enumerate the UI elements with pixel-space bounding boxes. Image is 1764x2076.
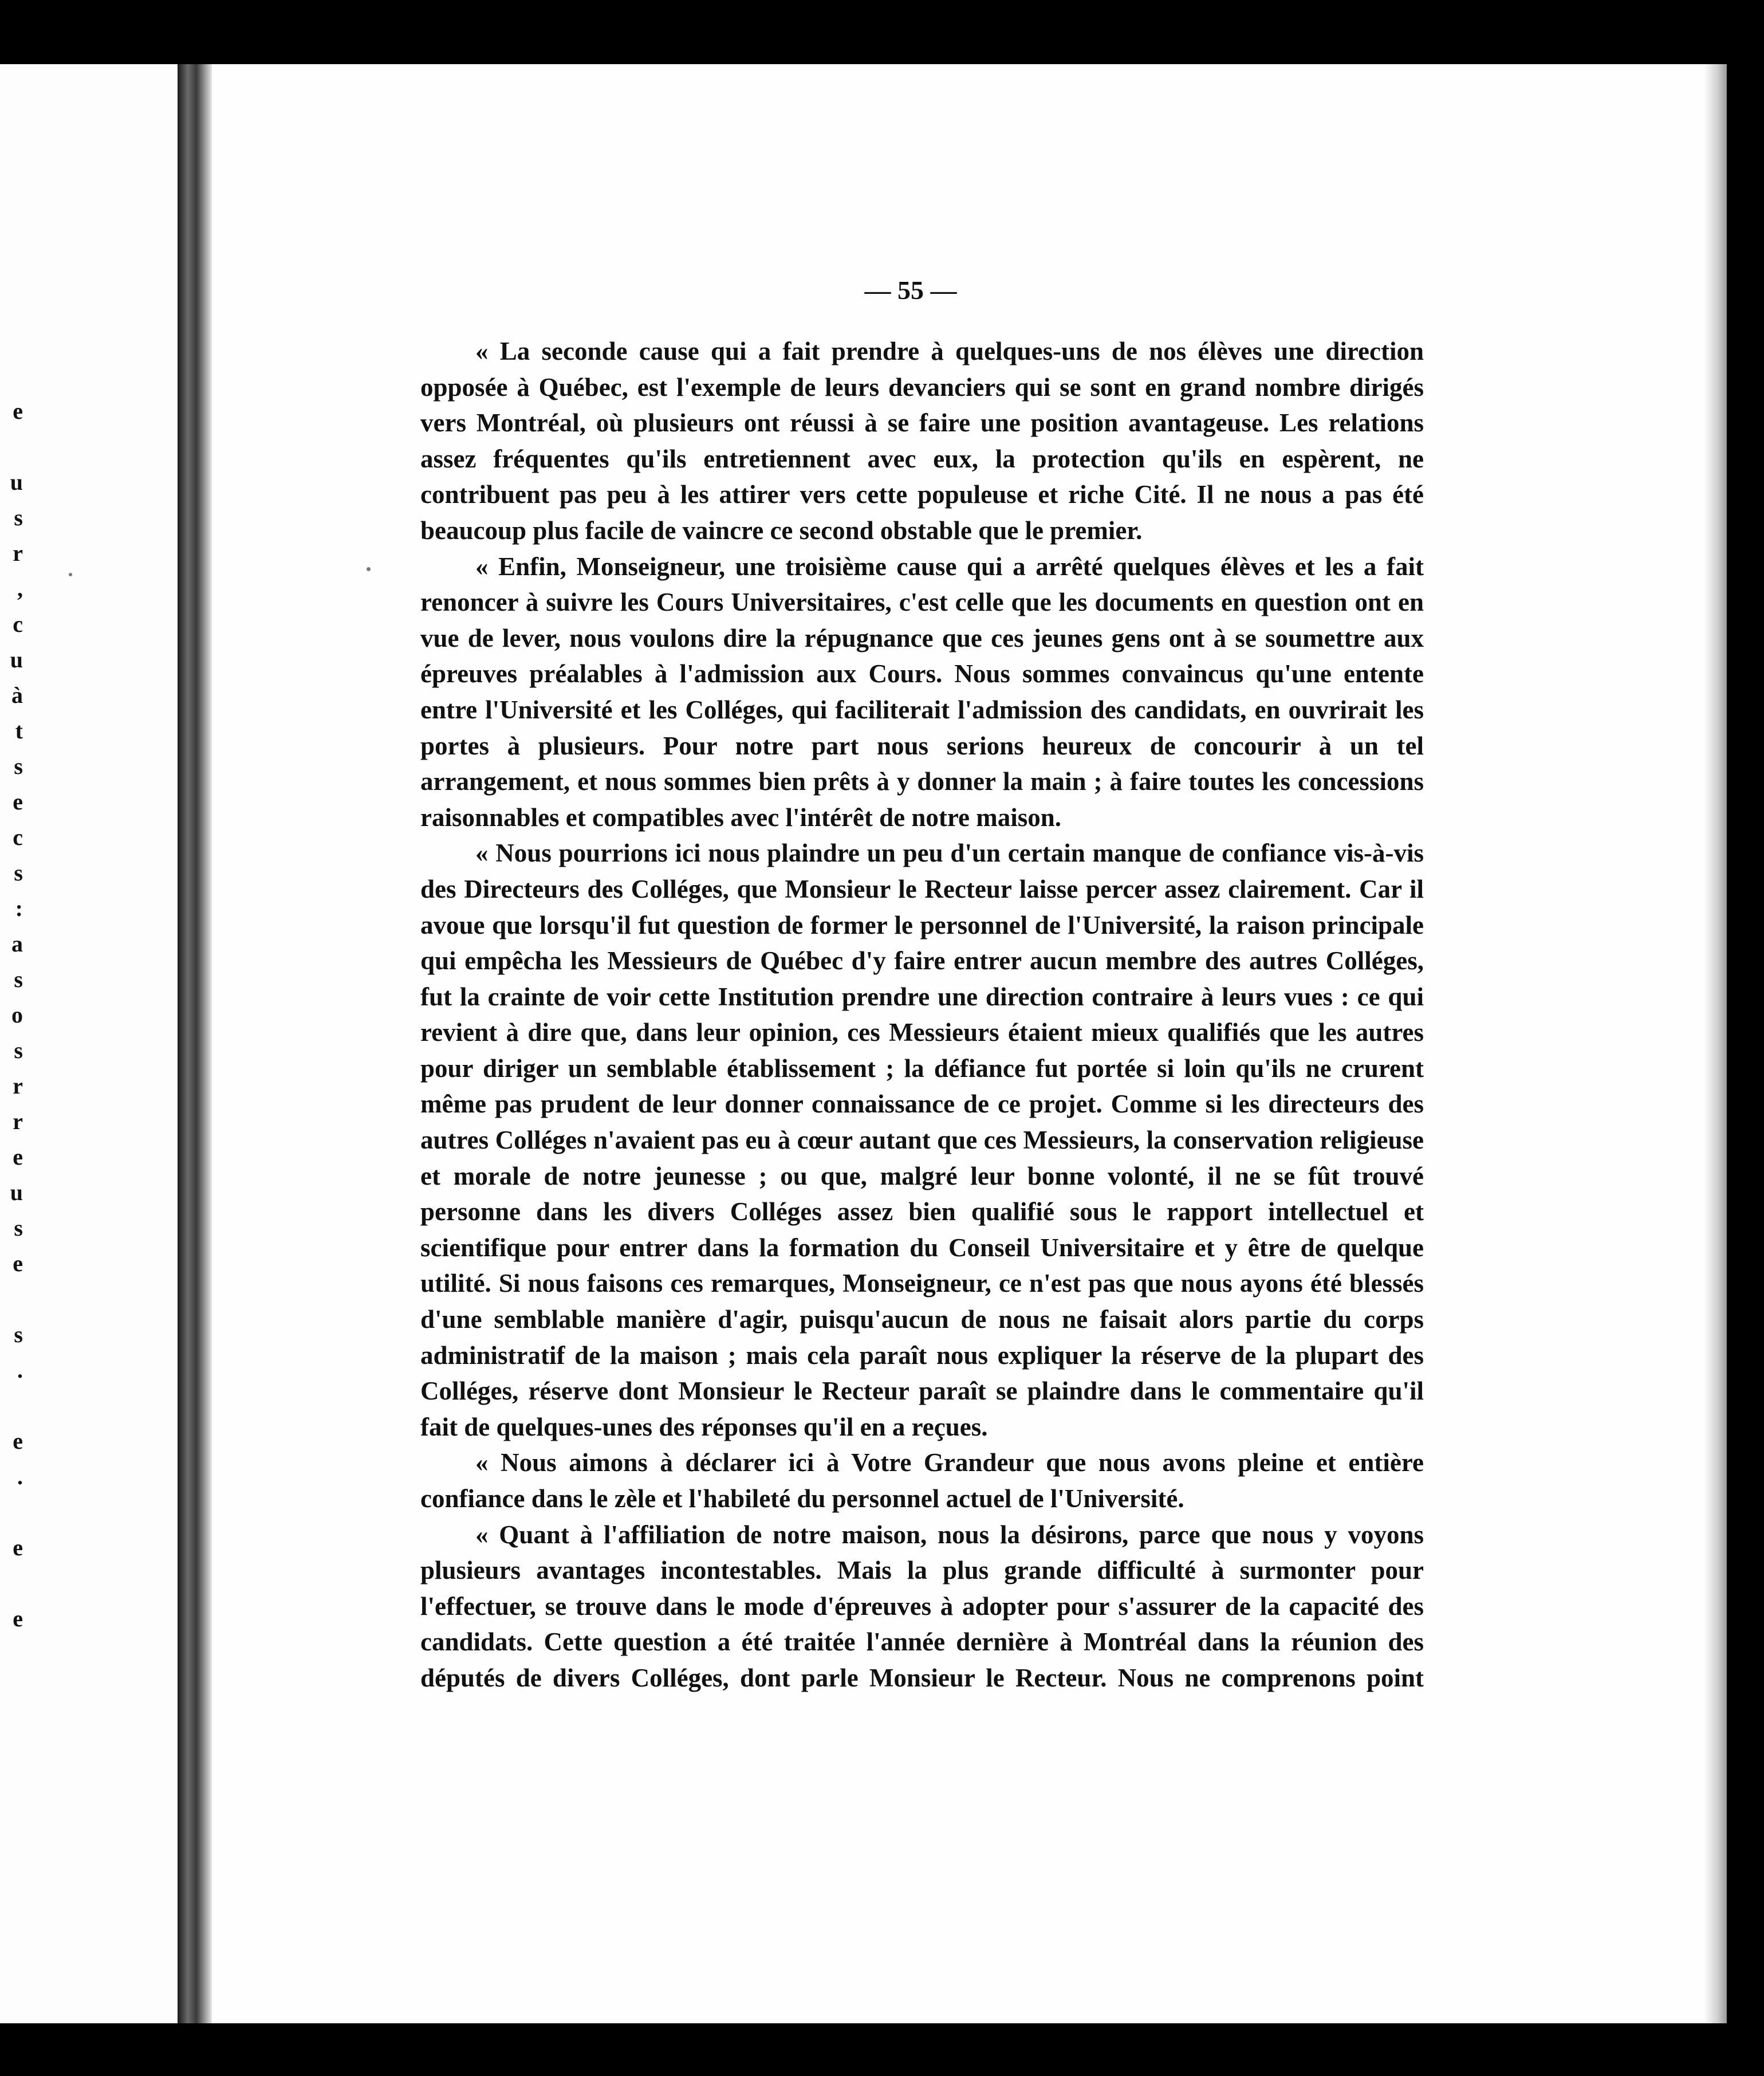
margin-letter: e (13, 789, 23, 815)
margin-letter: s (14, 966, 23, 992)
scan-speck (69, 573, 72, 576)
paragraph: « Quant à l'affiliation de notre maison, nous la désirons, parce que nous y voyons plusieurs avantages incontestables. Mais la plus grande difficulté à surmonter pour l'effectuer, se trouve dans le mode d'épreuves à adopter pour s'assurer de la capacité des candidats. Cette question a été traitée l'année dernière à Montréal dans la réunion des députés de divers Colléges, dont parle Monsieur le Recteur. Nous ne comprenons point (420, 1520, 1424, 1692)
paragraph: « Enfin, Monseigneur, une troisième cause qui a arrêté quelques élèves et les a fait renoncer à suivre les Cours Universitaires, c'est celle que les documents en question ont en vue de lever, nous voulons dire la répugnance que ces jeunes gens ont à se soumettre aux épreuves préalables à l'admission aux Cours. Nous sommes convaincus qu'une entente entre l'Université et les Colléges, qui faciliterait l'admission des candidats, en ouvrirait les portes à plusieurs. Pour notre part nous serions heureux de concourir à un tel arrangement, et nous sommes bien prêts à y donner la main ; à faire toutes les concessions raisonnables et compatibles avec l'intérêt de notre maison. (420, 552, 1424, 832)
body-text (420, 333, 1424, 1696)
margin-letter: s (14, 860, 23, 886)
paragraph: « La seconde cause qui a fait prendre à quelques-uns de nos élèves une direction opposée à Québec, est l'exemple de leurs devanciers qui se sont en grand nombre dirigés vers Montréal, où plusieurs ont réussi à se faire une position avantageuse. Les relations assez fréquentes qu'ils entretiennent avec eux, la protection qu'ils en espèrent, ne contribuent pas peu à les attirer vers cette populeuse et riche Cité. Il ne nous a pas été beaucoup plus facile de vaincre ce second obstable que le premier. (420, 337, 1424, 545)
margin-letter (0, 1281, 23, 1317)
margin-letter: à (11, 682, 23, 708)
margin-letter: u (10, 469, 23, 495)
paragraph: « Nous pourrions ici nous plaindre un peu d'un certain manque de confiance vis-à-vis des Directeurs des Colléges, que Monsieur le Recteur laisse percer assez clairement. Car il avoue que lorsqu'il fut question de former le personnel de l'Université, la raison principale qui empêcha les Messieurs de Québec d'y faire entrer aucun membre des autres Colléges, fut la crainte de voir cette Institution prendre une direction contraire à leurs vues : ce qui revient à dire que, dans leur opinion, ces Messieurs étaient mieux qualifiés que les autres pour diriger un semblable établissement ; la défiance fut portée si loin qu'ils ne crurent même pas prudent de leur donner connaissance de ce projet. Comme si les directeurs des autres Colléges n'avaient pas eu à cœur autant que ces Messieurs, la conservation religieuse et morale de notre jeunesse ; ou que, malgré leur bonne volonté, il ne se fût trouvé personne dans les divers Colléges assez bien qualifié sous le rapport intellectuel et scientifique pour entrer dans la formation du Conseil Universitaire et y être de quelque utilité. Si nous faisons ces remarques, Monseigneur, ce n'est pas que nous ayons été blessés d'une semblable manière d'agir, puisqu'aucun de nous ne faisait alors partie du corps administratif de la maison ; mais cela paraît nous expliquer la réserve de la plupart des Colléges, réserve dont Monsieur le Recteur paraît se plaindre dans le commentaire qu'il fait de quelques-unes des réponses qu'il en a reçues. (420, 839, 1424, 1441)
margin-letter: u (10, 647, 23, 673)
book-gutter (178, 64, 212, 2023)
page-number: — 55 — (864, 276, 957, 305)
margin-letter: r (13, 540, 23, 566)
margin-letter: e (13, 1428, 23, 1454)
margin-letter: r (13, 1108, 23, 1134)
margin-letter (0, 1388, 23, 1424)
margin-letter: s (14, 1037, 23, 1063)
margin-letter: a (11, 931, 23, 957)
margin-letter: e (13, 1535, 23, 1560)
margin-letter: . (17, 1357, 23, 1383)
margin-letter (0, 1495, 23, 1530)
left-page-fragment (0, 64, 178, 2023)
margin-letter: c (13, 611, 23, 637)
margin-letter: e (13, 1606, 23, 1631)
margin-letter: e (13, 398, 23, 424)
margin-letter: r (13, 1073, 23, 1099)
margin-letter: c (13, 824, 23, 850)
margin-letter: s (14, 1322, 23, 1347)
margin-letter: t (15, 718, 23, 744)
margin-letter (0, 429, 23, 465)
margin-letter: s (14, 753, 23, 779)
margin-letter: e (13, 1144, 23, 1170)
left-page-margin-letters (0, 394, 23, 1637)
margin-letter: . (17, 1464, 23, 1489)
margin-letter: u (10, 1179, 23, 1205)
page-edge (1704, 64, 1727, 2023)
scan-speck (367, 567, 371, 571)
margin-letter: o (11, 1002, 23, 1028)
margin-letter (0, 1566, 23, 1601)
margin-letter: : (15, 895, 23, 921)
margin-letter: e (13, 1251, 23, 1276)
paragraph: « Nous aimons à déclarer ici à Votre Grandeur que nous avons pleine et entière confiance dans le zèle et l'habileté du personnel actuel de l'Université. (420, 1448, 1424, 1513)
margin-letter: s (14, 1215, 23, 1241)
margin-letter: , (17, 576, 23, 601)
margin-letter: s (14, 505, 23, 530)
